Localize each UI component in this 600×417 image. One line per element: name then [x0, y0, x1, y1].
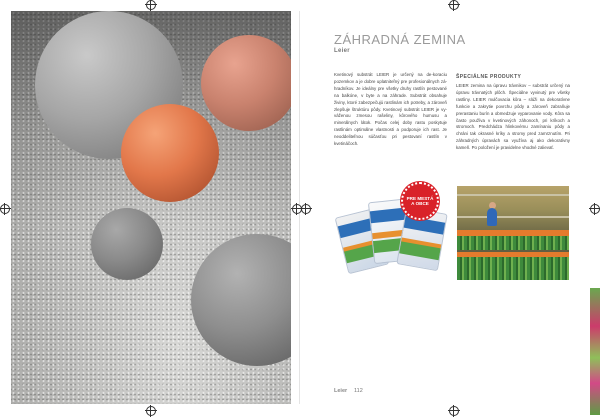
pink-sphere: [201, 35, 291, 131]
page-title: ZÁHRADNÁ ZEMINA: [334, 32, 466, 47]
footer-logo: Leier: [334, 388, 348, 394]
brand-logo: Leier: [334, 48, 350, 54]
page-number: 112: [354, 388, 363, 394]
product-bags-image: [335, 186, 447, 280]
greenhouse-photo: [457, 186, 569, 280]
seal-text: PRE MESTÁ A OBCE: [406, 195, 434, 206]
spheres-photo: [11, 11, 291, 404]
registration-mark: [590, 204, 600, 214]
registration-mark: [0, 204, 10, 214]
section-body: LEIER zemina na úpravu trávnikov – substrát určený na úpravu trávnatých plôch. Špeciálne vyvinutý pre všetky rastliny. LEIER mulčovacia kôra – slúži na dekoratívne funkcie a zakrytie povrchu pôdy a zároveň zabraňuje prerastaniu burín a obmedzuje vyparovanie vody. Kôra sa často používa v kvetinových záhonoch, pri kríkoch a stromoch. Predchádza hlinkovému zamínaniu pôdy a chráni tak okrasné kríky a stromy pred zamrznutím. Pri záhradných úpravách sa využíva aj ako dekoratívny kameň. Po položení je pravidelne vhodné zalievať.: [456, 83, 570, 151]
registration-mark: [301, 204, 311, 214]
promo-seal: [401, 182, 439, 220]
orange-sphere: [121, 104, 219, 202]
small-gray-sphere: [91, 208, 163, 280]
worker-figure: [487, 208, 497, 226]
registration-mark: [146, 0, 156, 10]
section-title: ŠPECIÁLNE PRODUKTY: [456, 74, 522, 80]
front-gray-sphere: [191, 234, 291, 366]
registration-mark: [449, 0, 459, 10]
body-text: Kvetinový substrát LEIER je určený na de-koraciu pozemkov a je dobre uplatniteľný pre profesionálnych záhradníkov. Je ideálny pre všetky druhy rastlín pestované na balkóne, v byte a na záhrade. Substrát obsahuje živiny, ktoré zabezpečujú rastlinám ich potreby, a zároveň zlepšuje štruktúru pôdy. Kvetinový substrát LEIER je vyváženou zmesou rašeliny, kôrového humusu a minerálnych látok. Počas celej doby rastu poskytuje rastlinám optimálne vlastnosti a podporuje ich rast. Je neoddeliteľnou súčasťou pri pestovaní rastlín v kvetináčoch.: [334, 72, 447, 147]
flower-edge-strip: [590, 288, 600, 415]
